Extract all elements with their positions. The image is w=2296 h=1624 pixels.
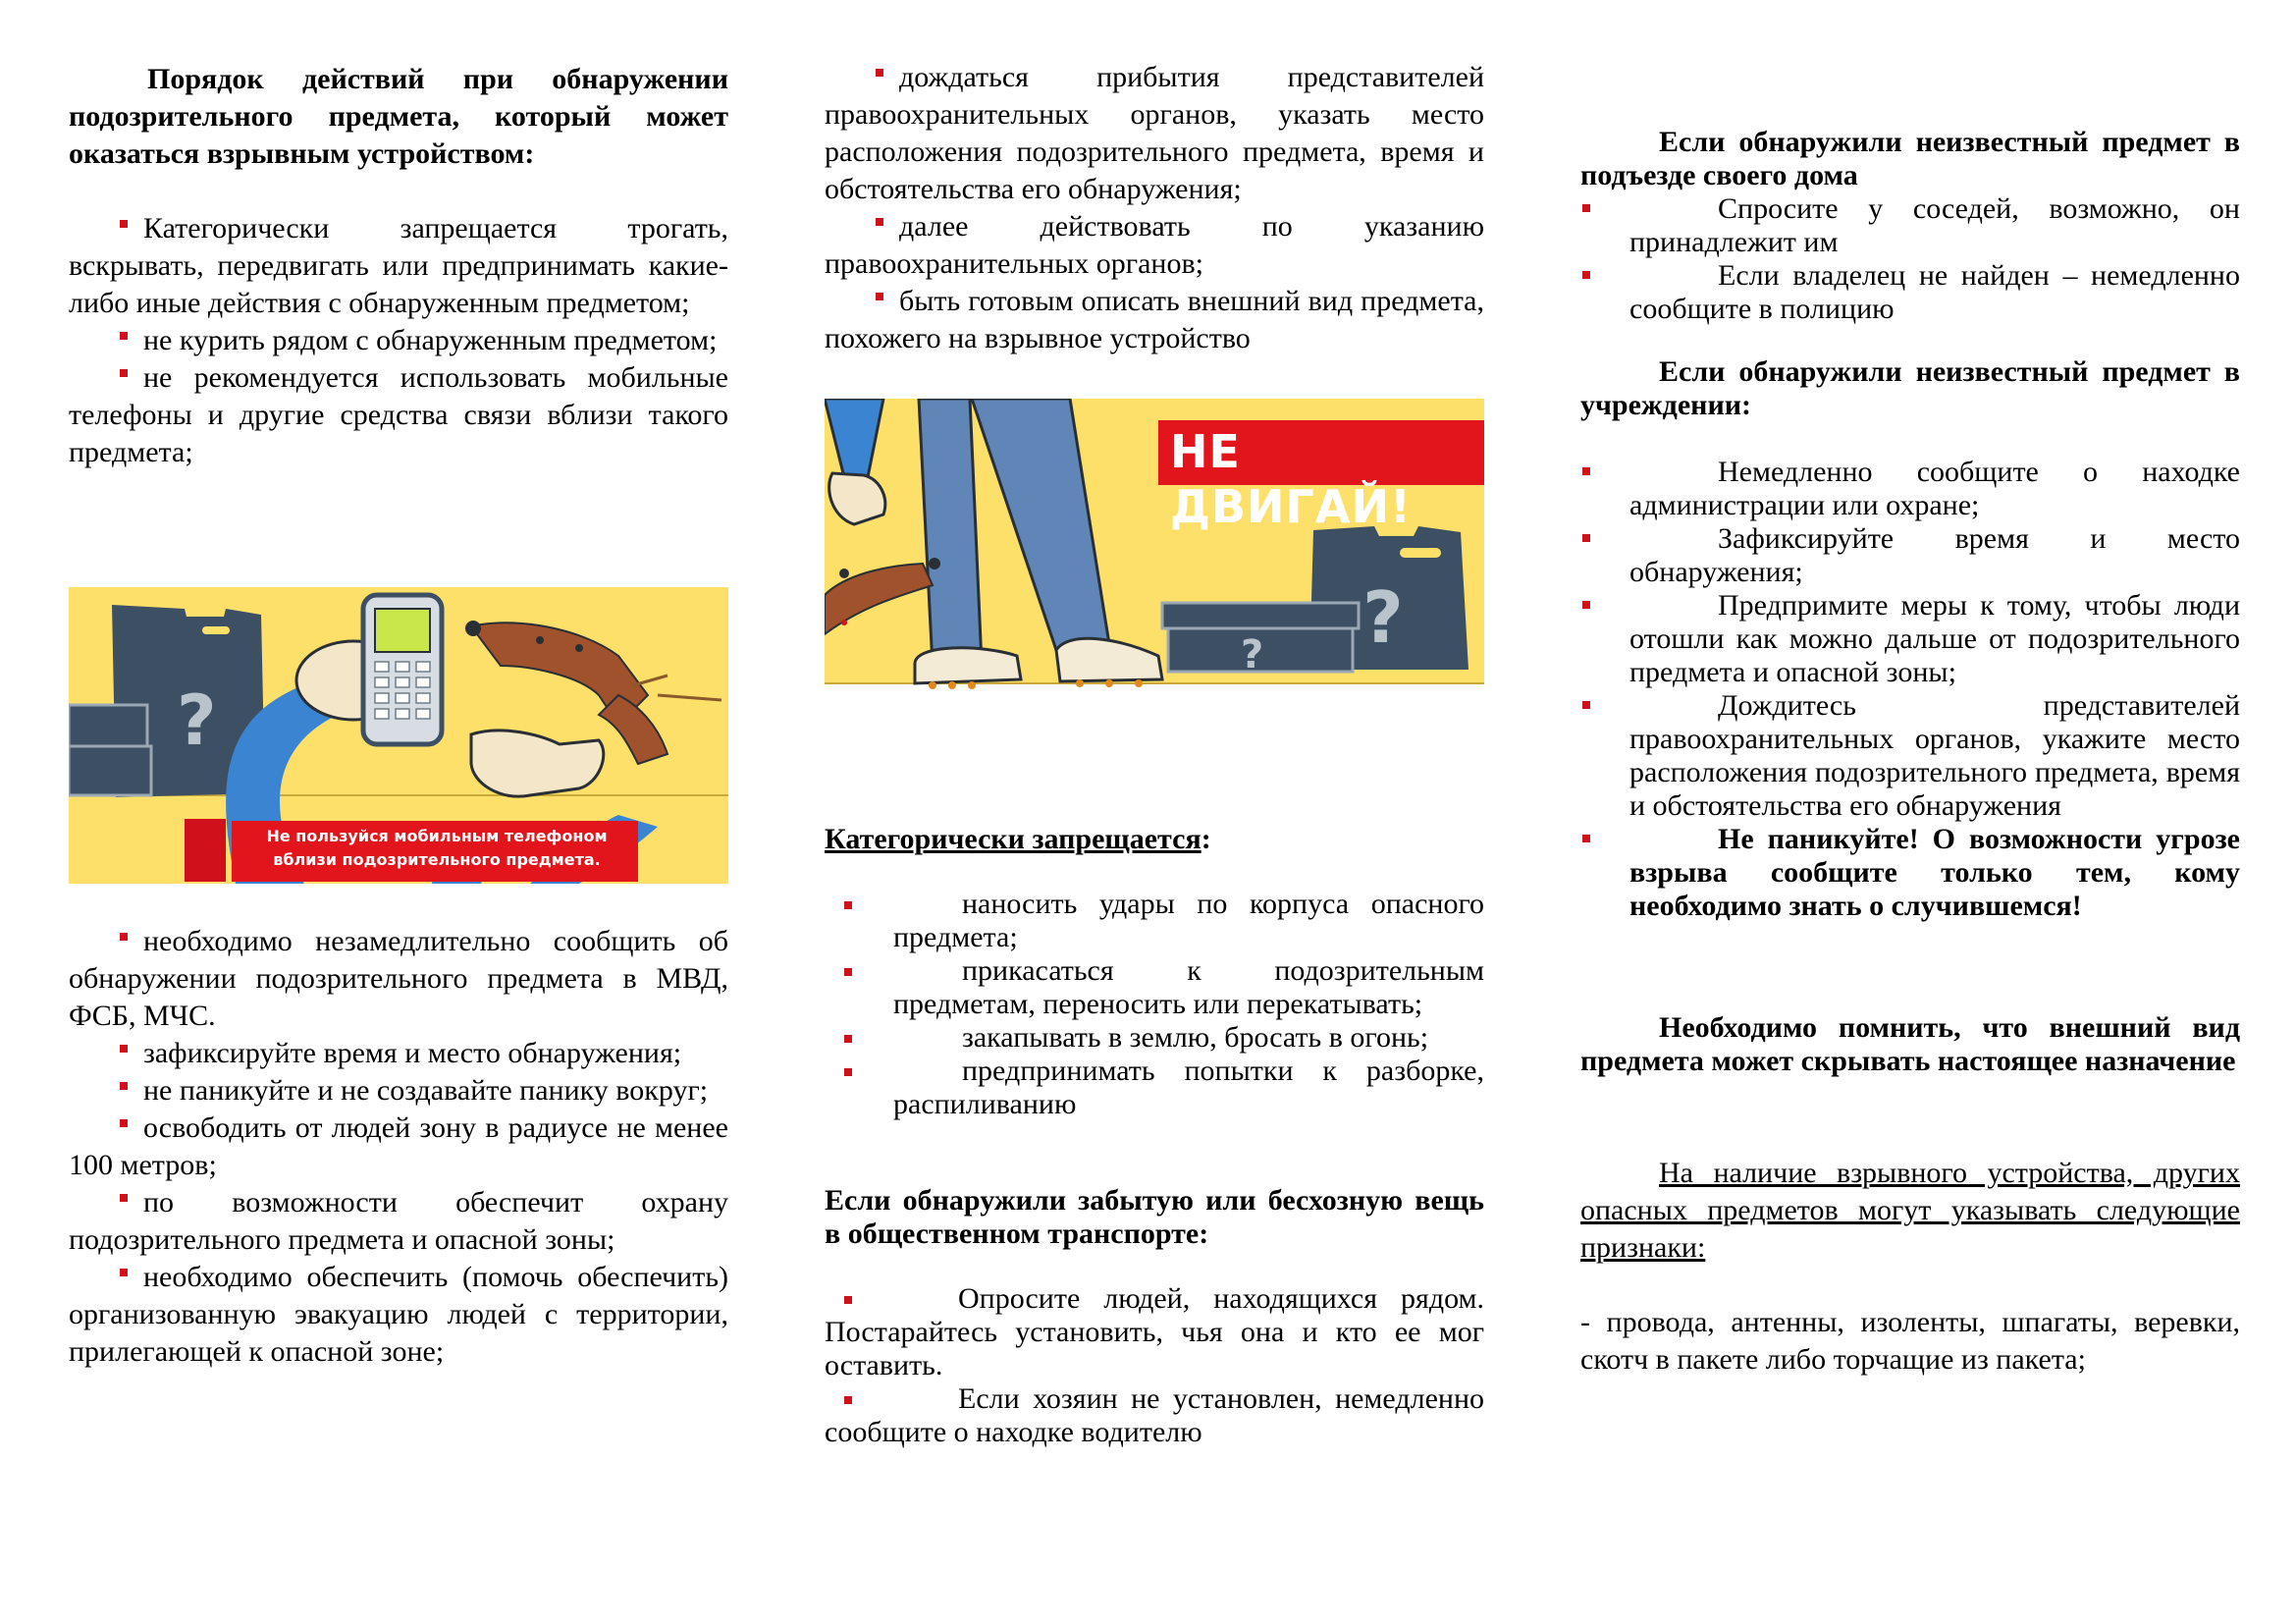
bullet-icon xyxy=(120,369,128,377)
bullet-icon xyxy=(844,968,852,976)
home-heading: Если обнаружили неизвестный предмет в подъезде своего дома xyxy=(1580,126,2240,191)
list-item: наносить удары по корпуса опасного предмета; xyxy=(825,888,1484,954)
bullet-icon xyxy=(844,901,852,909)
list-item: быть готовым описать внешний вид предмета, похожего на взрывное устройство xyxy=(825,285,1484,354)
list-item: Если хозяин не установлен, немедленно сообщите о находке водителю xyxy=(825,1382,1484,1448)
bullet-icon xyxy=(844,1068,852,1076)
bullet-icon xyxy=(1582,467,1590,475)
transport-list xyxy=(825,1282,1484,1449)
remember-note: Необходимо помнить, что внешний вид предмета может скрывать настоящее назначение xyxy=(1580,1011,2240,1077)
bullet-icon xyxy=(1582,701,1590,709)
bullet-icon xyxy=(1582,835,1590,842)
list-item: освободить от людей зону в радиусе не менее 100 метров; xyxy=(69,1111,728,1181)
bullet-icon xyxy=(844,1035,852,1043)
bullet-icon xyxy=(844,1396,852,1404)
list-item: закапывать в землю, бросать в огонь; xyxy=(825,1021,1484,1055)
office-heading: Если обнаружили неизвестный предмет в учреждении: xyxy=(1580,355,2240,421)
list-item: дождаться прибытия представителей правоохранительных органов, указать место расположения подозрительного предмета, время и обстоятельства его обнаружения; xyxy=(825,61,1484,205)
list-item: Не паникуйте! О возможности угрозе взрыва сообщите только тем, кому необходимо знать о случившемся! xyxy=(1580,823,2240,923)
col1-heading: Порядок действий при обнаружении подозрительного предмета, который может оказаться взрывным устройством: xyxy=(69,63,728,170)
forbidden-heading: Категорически запрещается: xyxy=(825,823,1211,855)
home-list xyxy=(1580,192,2240,326)
list-item: не паникуйте и не создавайте панику вокруг; xyxy=(69,1072,728,1110)
list-item: Опросите людей, находящихся рядом. Постарайтесь установить, чья она и кто ее мог оставить. xyxy=(825,1282,1484,1381)
list-item: Предпримите меры к тому, чтобы люди отошли как можно дальше от подозрительного предмета и опасной зоны; xyxy=(1580,589,2240,689)
list-item: прикасаться к подозрительным предметам, переносить или перекатывать; xyxy=(825,954,1484,1021)
list-item: Немедленно сообщите о находке администрации или охране; xyxy=(1580,456,2240,522)
bullet-icon xyxy=(876,218,883,226)
list-item: необходимо незамедлительно сообщить об обнаружении подозрительного предмета в МВД, ФСБ, МЧС. xyxy=(69,925,728,1032)
svg-text:?: ? xyxy=(1241,632,1264,677)
list-item: предпринимать попытки к разборке, распиливанию xyxy=(825,1055,1484,1121)
list-item: по возможности обеспечит охрану подозрительного предмета и опасной зоны; xyxy=(69,1186,728,1256)
list-item: Если владелец не найден – немедленно сообщите в полицию xyxy=(1580,259,2240,326)
bullet-icon xyxy=(120,1082,128,1090)
col2-list-top xyxy=(825,59,1484,357)
list-item: Зафиксируйте время и место обнаружения; xyxy=(1580,522,2240,589)
bullet-icon xyxy=(1582,204,1590,212)
office-list xyxy=(1580,456,2240,923)
list-item: не рекомендуется использовать мобильные телефоны и другие средства связи вблизи такого предмета; xyxy=(69,361,728,468)
bullet-icon xyxy=(120,332,128,340)
bullet-icon xyxy=(120,220,128,228)
list-item: не курить рядом с обнаруженным предметом; xyxy=(69,322,728,359)
signs-heading: На наличие взрывного устройства, других опасных предметов могут указывать следующие признаки: xyxy=(1580,1157,2240,1264)
bullet-icon xyxy=(120,1119,128,1127)
bullet-icon xyxy=(844,1296,852,1304)
col1-list-top xyxy=(69,210,728,471)
transport-heading: Если обнаружили забытую или бесхозную вещь в общественном транспорте: xyxy=(825,1184,1484,1250)
bullet-icon xyxy=(1582,601,1590,609)
bullet-icon xyxy=(1582,271,1590,279)
col1-list-bottom xyxy=(69,923,728,1371)
bullet-icon xyxy=(876,69,883,77)
list-item: далее действовать по указанию правоохранительных органов; xyxy=(825,210,1484,280)
bullet-icon xyxy=(120,1045,128,1053)
bullet-icon xyxy=(120,1194,128,1202)
list-item: Категорически запрещается трогать, вскрывать, передвигать или предпринимать какие-либо иные действия с обнаруженным предметом; xyxy=(69,212,728,319)
bullet-icon xyxy=(876,293,883,300)
forbidden-list xyxy=(825,888,1484,1121)
svg-text:?: ? xyxy=(1362,576,1404,659)
bullet-icon xyxy=(120,1269,128,1276)
list-item: необходимо обеспечить (помочь обеспечить) организованную эвакуацию людей с территории, прилегающей к опасной зоне; xyxy=(69,1261,728,1368)
phone-warning-illustration xyxy=(69,587,728,884)
signs-item: - провода, антенны, изоленты, шпагаты, веревки, скотч в пакете либо торчащие из пакета; xyxy=(1580,1306,2240,1376)
bullet-icon xyxy=(120,933,128,941)
list-item: Спросите у соседей, возможно, он принадлежит им xyxy=(1580,192,2240,259)
svg-text:?: ? xyxy=(177,680,217,761)
image-caption: Не пользуйся мобильным телефоном вблизи подозрительного предмета. xyxy=(266,827,608,869)
list-item: Дождитесь представителей правоохранительных органов, укажите место расположения подозрительного предмета, время и обстоятельства его обнаружения xyxy=(1580,689,2240,823)
do-not-move-illustration xyxy=(825,399,1484,719)
bullet-icon xyxy=(1582,534,1590,542)
image-banner: НЕ ДВИГАЙ! xyxy=(1170,425,1412,533)
list-item: зафиксируйте время и место обнаружения; xyxy=(69,1035,728,1072)
